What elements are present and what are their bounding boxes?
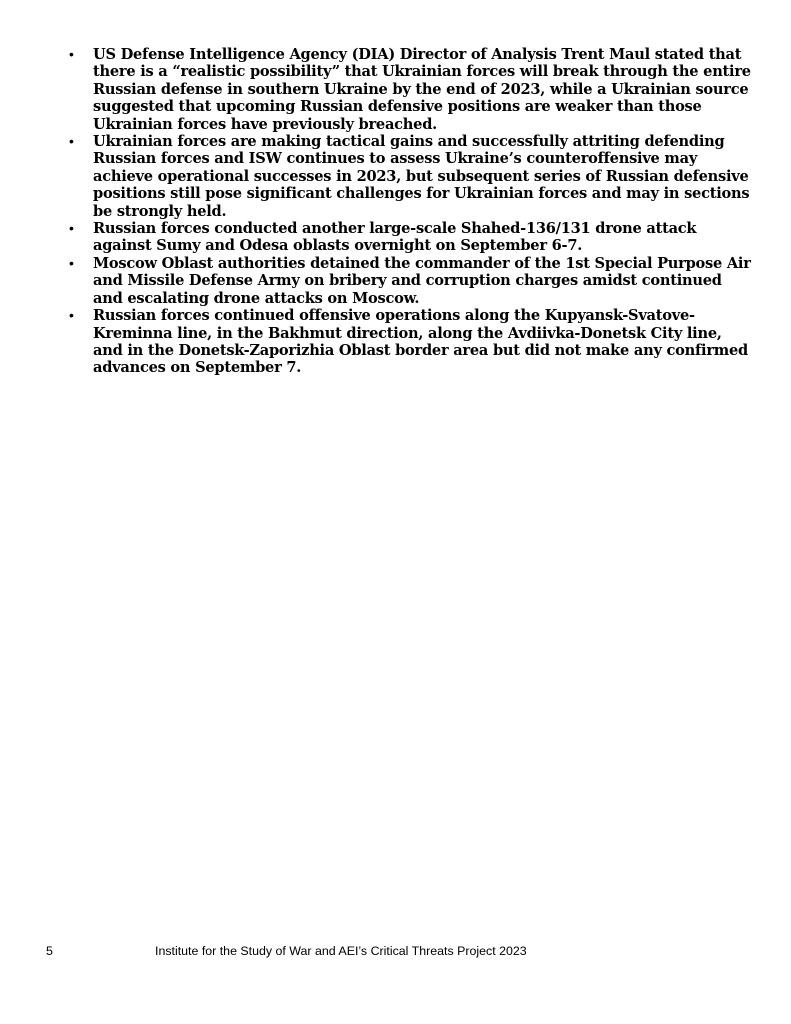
footer-text: Institute for the Study of War and AEI’s Critical Threats Project 2023 <box>155 944 527 958</box>
list-item <box>69 133 753 220</box>
bullet-icon: • <box>69 220 74 237</box>
list-item <box>69 220 753 255</box>
list-item-text: US Defense Intelligence Agency (DIA) Director of Analysis Trent Maul stated that there is a “realistic possibility” that Ukrainian forces will break through the entire Russian defense in southern Ukraine by the end of 2023, while a Ukrainian source suggested that upcoming Russian defensive positions are weaker than those Ukrainian forces have previously breached. <box>93 46 751 133</box>
bullet-icon: • <box>69 133 74 150</box>
bullet-icon: • <box>69 254 74 271</box>
key-takeaways-list <box>69 46 753 377</box>
list-item-text: Moscow Oblast authorities detained the commander of the 1st Special Purpose Air and Missile Defense Army on bribery and corruption charges amidst continued and escalating drone attacks on Moscow. <box>93 254 751 307</box>
list-item <box>69 307 753 377</box>
list-item <box>69 46 753 133</box>
page-number: 5 <box>46 944 53 958</box>
list-item-text: Ukrainian forces are making tactical gains and successfully attriting defending Russian forces and ISW continues to assess Ukraine’s counteroffensive may achieve operational successes in 2023, but subsequent series of Russian defensive positions still pose significant challenges for Ukrainian forces and may in sections be strongly held. <box>93 133 750 220</box>
list-item-text: Russian forces conducted another large-scale Shahed-136/131 drone attack against Sumy and Odesa oblasts overnight on September 6-7. <box>93 220 697 255</box>
list-item-text: Russian forces continued offensive operations along the Kupyansk-Svatove-Kreminna line, in the Bakhmut direction, along the Avdiivka-Donetsk City line, and in the Donetsk-Zaporizhia Oblast border area but did not make any confirmed advances on September 7. <box>93 307 748 377</box>
bullet-icon: • <box>69 46 74 62</box>
bullet-icon: • <box>69 307 74 324</box>
list-item <box>69 254 753 307</box>
